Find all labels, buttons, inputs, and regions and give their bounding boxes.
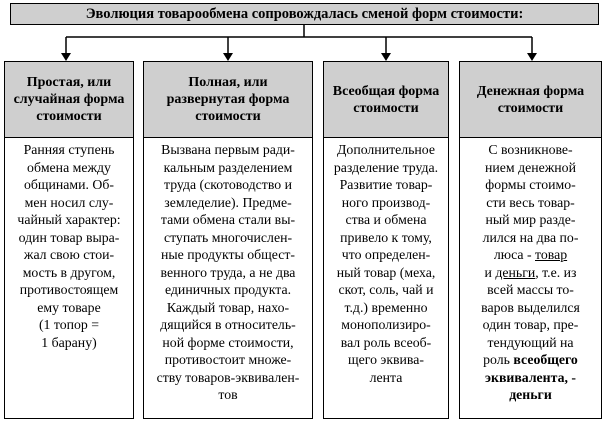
body-line: лента <box>369 369 403 385</box>
body-text: люса - <box>493 247 535 262</box>
body-line <box>463 246 598 264</box>
bold-term: всеобщего <box>513 352 578 367</box>
body-line: монополизиро- <box>341 317 431 332</box>
body-line: ству товаров-эквивален- <box>156 369 300 385</box>
body-line: (1 топор = <box>38 317 100 332</box>
body-line: один товар, пре- <box>482 317 579 332</box>
body-line: варов выделился <box>481 299 580 315</box>
body-line: привело к тому, <box>340 229 432 245</box>
body-line: Дополнительное <box>337 142 435 157</box>
column-body-full-form <box>144 138 312 404</box>
body-line: тами обмена стали вы- <box>160 212 296 227</box>
column-body-general-form <box>324 138 448 386</box>
column-header-full-form: Полная, или развернутая форма стоимости <box>144 62 312 138</box>
money-term: деньги <box>495 264 536 280</box>
arrow-head-4 <box>527 53 537 61</box>
diagram-title: Эволюция товарообмена сопровождалась сменой форм стоимости: <box>10 3 599 25</box>
arrow-head-1 <box>61 53 71 61</box>
body-line-bold: эквивалента, - <box>485 369 576 385</box>
column-simple-form <box>4 61 134 419</box>
body-line: ные продукты общест- <box>161 247 295 262</box>
body-line: разделение труда. <box>333 159 439 175</box>
body-line-bold: деньги <box>509 387 552 402</box>
body-line: скот, соль, чай и <box>338 282 434 297</box>
body-line: ной форме стоимости, <box>162 334 294 350</box>
column-header-simple-form: Простая, или случайная форма стоимости <box>5 62 133 138</box>
body-line: щего эквива- <box>348 352 424 367</box>
arrow-head-3 <box>381 53 391 61</box>
column-header-general-form: Всеобщая форма стоимости <box>324 62 448 138</box>
body-line: формы стоимо- <box>485 177 576 192</box>
body-line: мен носил слу- <box>24 194 114 210</box>
body-line: тов <box>218 387 238 402</box>
body-text: и <box>484 264 496 280</box>
body-line: противостоит множе- <box>164 352 292 367</box>
body-line: Каждый товар, нахо- <box>166 299 290 315</box>
body-line <box>463 351 598 369</box>
column-header-money-form: Денежная форма стоимости <box>460 62 601 138</box>
body-line: Развитие товар- <box>339 177 433 192</box>
body-line: чайный характер: <box>17 212 121 227</box>
body-line: ного производ- <box>341 194 431 210</box>
body-line: ный мир разде- <box>485 212 576 227</box>
body-line: противостоящем <box>19 282 119 297</box>
body-line: сти весь товар- <box>486 194 575 210</box>
column-general-form <box>323 61 449 419</box>
goods-term: товар <box>535 247 568 262</box>
body-line: дящийся в относитель- <box>160 317 296 332</box>
body-line: мость в другом, <box>22 264 116 280</box>
body-line: С возникнове- <box>488 142 573 157</box>
body-line: тендующий на <box>487 334 574 350</box>
body-line: нием денежной <box>485 159 576 175</box>
body-line: Ранняя ступень <box>23 142 115 157</box>
body-line <box>463 264 598 282</box>
body-line: обмена между <box>27 159 111 175</box>
column-body-money-form <box>460 138 601 404</box>
body-line: лился на два по- <box>482 229 579 245</box>
body-line: кальным разделением <box>163 159 293 175</box>
body-line: земледелие). Предме- <box>164 194 292 210</box>
body-line: единичных продукта. <box>164 282 292 297</box>
body-line: вал роль всеоб- <box>340 334 432 350</box>
body-line: венного труда, а не два <box>160 264 296 280</box>
body-line: ему товаре <box>37 299 101 315</box>
body-line: 1 барану) <box>41 334 97 350</box>
body-line: общинами. Об- <box>23 177 115 192</box>
body-text: , т.е. из <box>535 264 577 280</box>
body-line: ный товар (меха, <box>336 264 436 280</box>
body-line: ступать многочислен- <box>163 229 293 245</box>
body-line: жал свою стои- <box>23 247 115 262</box>
arrow-head-2 <box>223 53 233 61</box>
body-line: Вызвана первым ради- <box>161 142 295 157</box>
body-line: что определен- <box>341 247 431 262</box>
body-text: роль <box>483 352 514 367</box>
body-line: т.д.) временно <box>344 299 428 315</box>
body-line: всей массы то- <box>487 282 574 297</box>
column-money-form <box>459 61 602 419</box>
column-body-simple-form <box>5 138 133 351</box>
body-line: ства и обмена <box>345 212 427 227</box>
body-line: один товар выра- <box>18 229 120 245</box>
column-full-form <box>143 61 313 419</box>
body-line: труда (скотоводство и <box>164 177 292 192</box>
